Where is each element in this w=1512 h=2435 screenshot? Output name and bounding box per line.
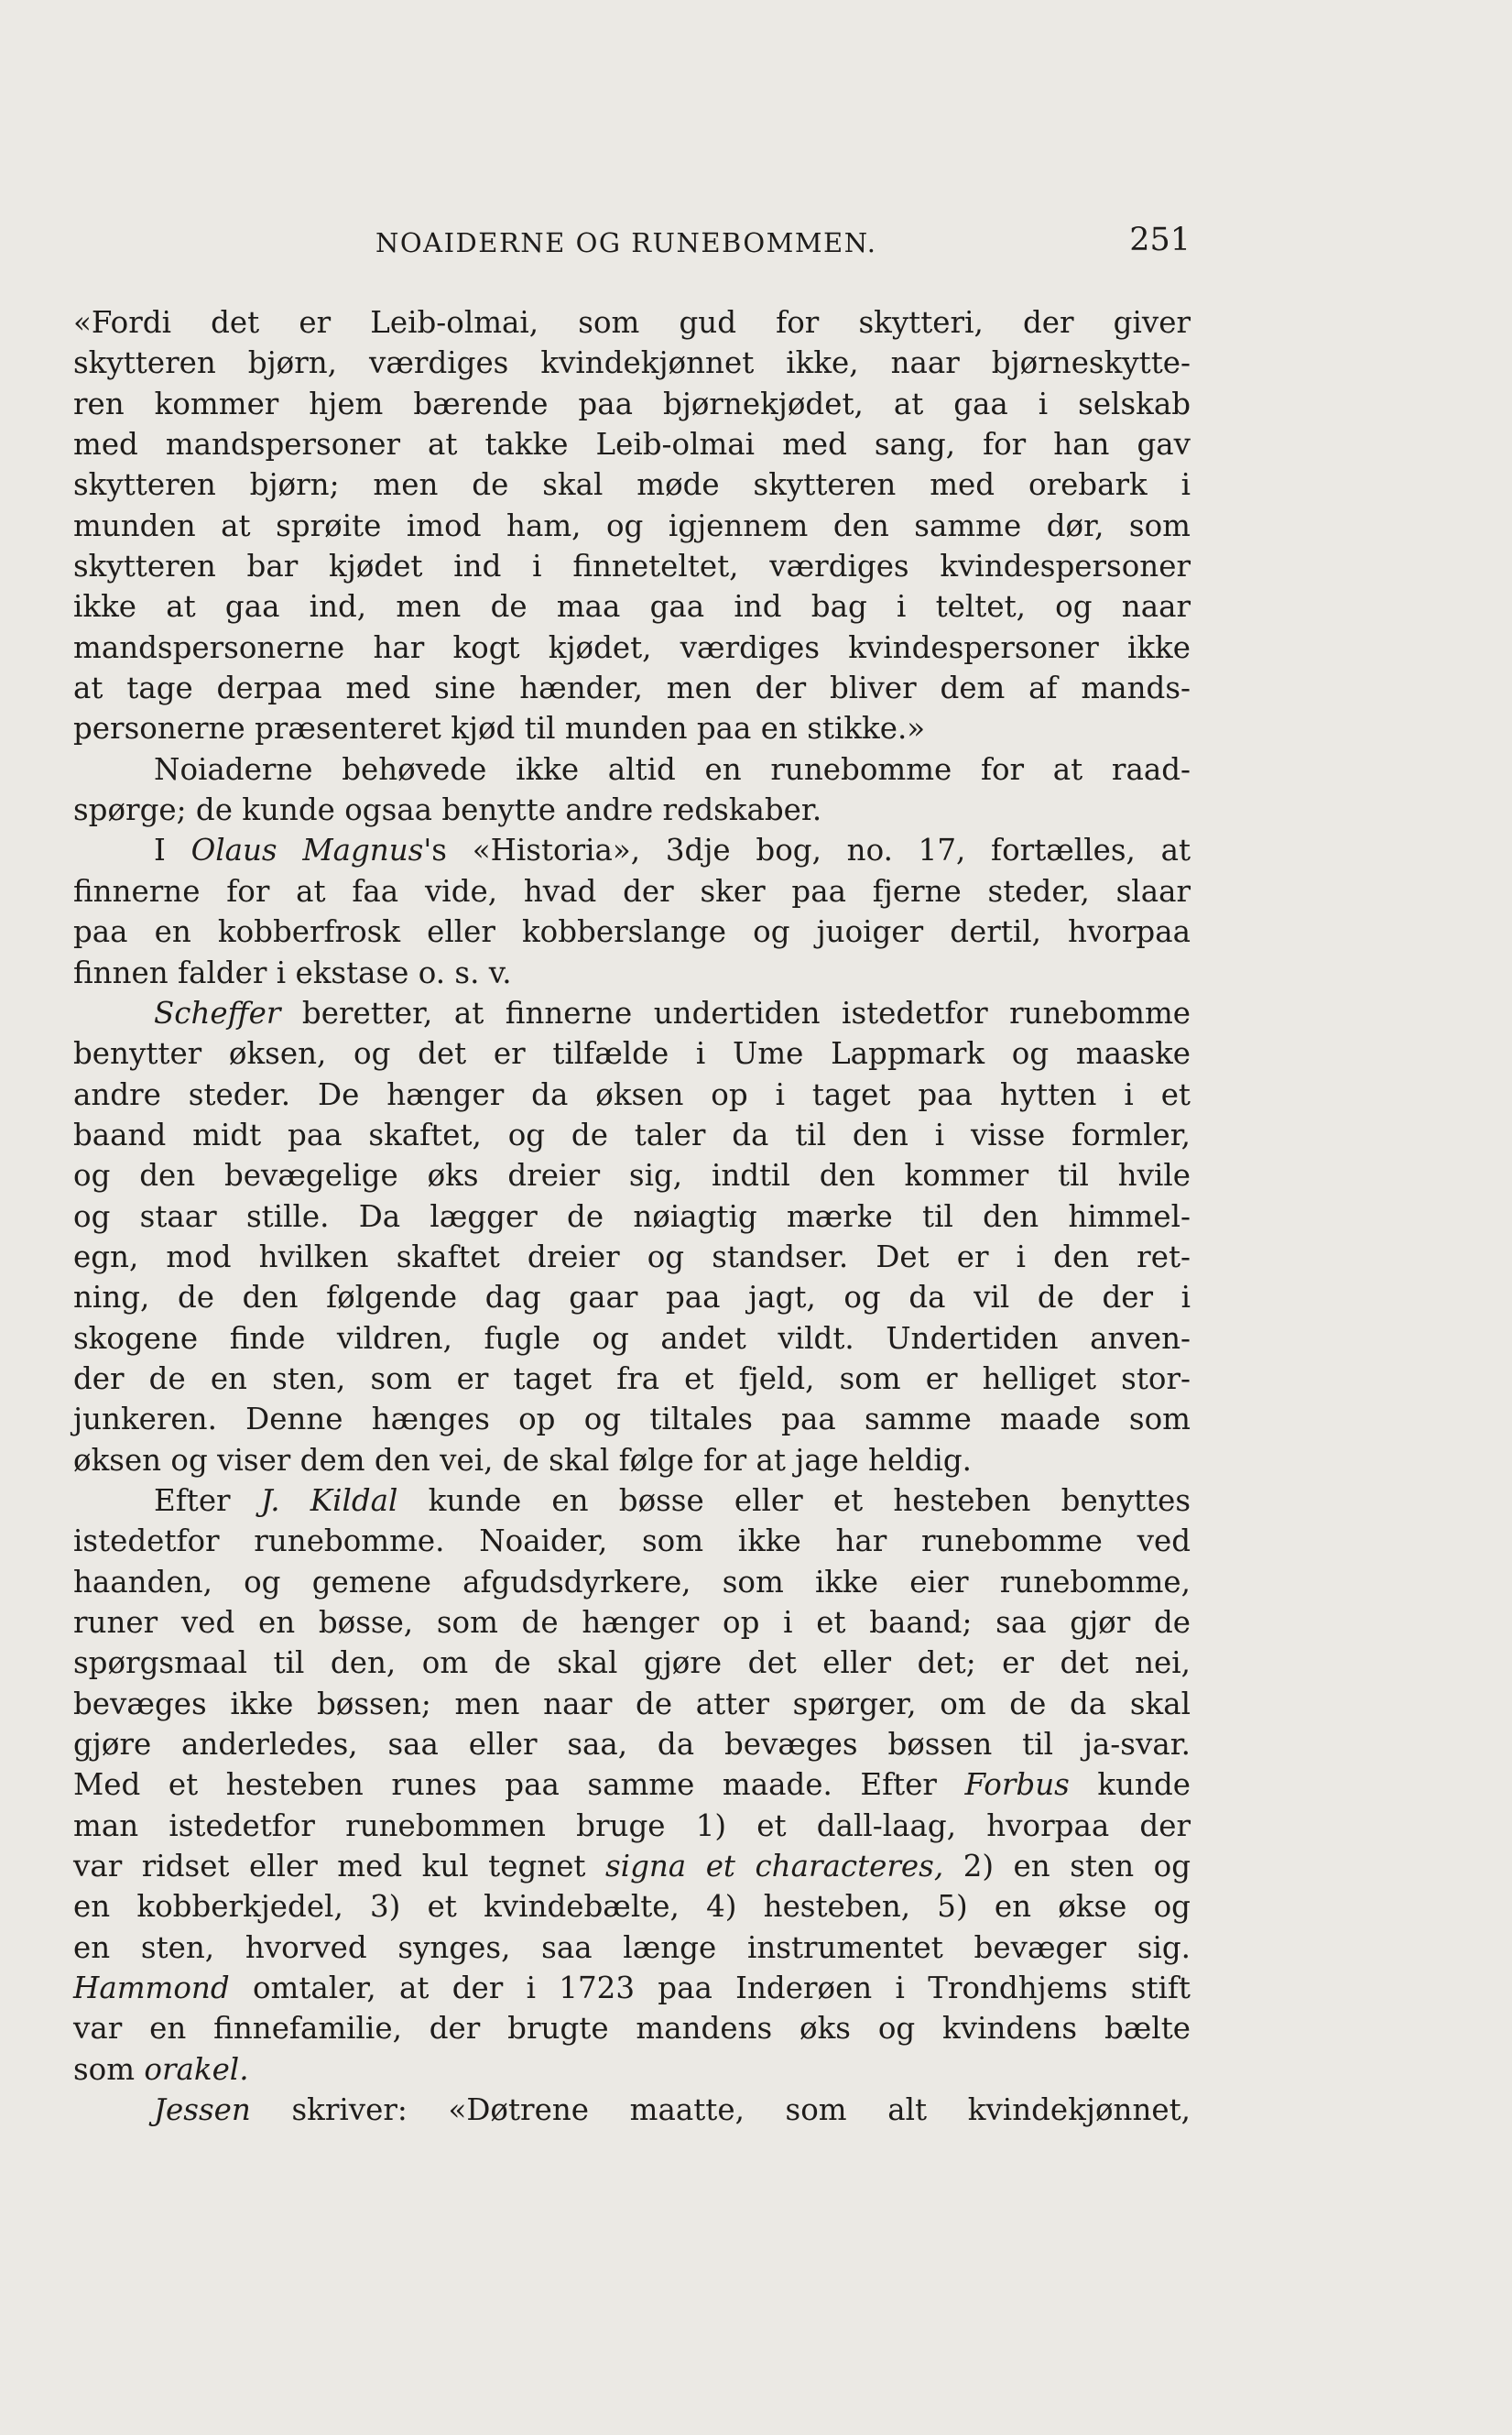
text-span: finnen falder i ekstase o. s. v. [73, 955, 512, 990]
text-span: 's «Historia», 3dje bog, no. 17, fortælles, at [423, 833, 1191, 868]
text-line [73, 1480, 1191, 1521]
text-line [73, 1196, 1191, 1237]
text-line [73, 2049, 1191, 2090]
text-line [73, 871, 1191, 912]
text-span: skriver: «Døtrene maatte, som alt kvindekjønnet, [250, 2092, 1191, 2128]
text-line [73, 953, 1191, 993]
text-span: skytteren bjørn; men de skal møde skytteren med orebark i [73, 467, 1191, 503]
text-span: gjøre anderledes, saa eller saa, da bevæges bøssen til ja-svar. [73, 1727, 1191, 1763]
italic-text: Forbus [964, 1767, 1070, 1803]
text-line [73, 1886, 1191, 1927]
text-span: 2) en sten og [943, 1849, 1191, 1884]
text-line [73, 1033, 1191, 1074]
text-span: og den bevægelige øks dreier sig, indtil den kommer til hvile [73, 1158, 1191, 1194]
text-line [73, 1359, 1191, 1399]
text-span: omtaler, at der i 1723 paa Inderøen i Trondhjems stift [229, 1971, 1191, 2006]
text-span: junkeren. Denne hænges op og tiltales paa samme maade som [73, 1402, 1191, 1437]
text-span: Efter [154, 1482, 261, 1518]
text-line [73, 1927, 1191, 1968]
text-span: at tage derpaa med sine hænder, men der bliver dem af mands- [73, 671, 1191, 706]
text-span: skytteren bjørn, værdiges kvindekjønnet ikke, naar bjørneskytte- [73, 345, 1191, 381]
text-span: øksen og viser dem den vei, de skal følge for at jage heldig. [73, 1442, 972, 1478]
text-line [73, 464, 1191, 505]
text-line [73, 708, 1191, 748]
text-span: munden at sprøite imod ham, og igjennem den samme dør, som [73, 508, 1191, 543]
italic-text: signa et characteres, [605, 1849, 944, 1884]
italic-text: Hammond [73, 1971, 230, 2006]
text-span: og staar stille. Da lægger de nøiagtig mærke til den himmel- [73, 1198, 1191, 1234]
text-line [73, 1724, 1191, 1764]
text-line [73, 302, 1191, 343]
text-line [73, 1440, 1191, 1480]
text-span: en sten, hvorved synges, saa længe instrumentet bevæger sig. [73, 1929, 1191, 1965]
text-span: istedetfor runebomme. Noaider, som ikke har runebomme ved [73, 1523, 1191, 1559]
text-span: skytteren bar kjødet ind i finneteltet, værdiges kvindespersoner [73, 549, 1191, 584]
text-line [73, 628, 1191, 668]
text-line [73, 506, 1191, 546]
italic-text: orakel. [144, 2051, 249, 2087]
text-line [73, 1521, 1191, 1561]
text-line [73, 668, 1191, 708]
text-span: benytter øksen, og det er tilfælde i Ume Lappmark og maaske [73, 1036, 1191, 1072]
text-span: personerne præsenteret kjød til munden paa en stikke.» [73, 711, 926, 747]
text-line [73, 1115, 1191, 1155]
text-span: runer ved en bøsse, som de hænger op i et baand; saa gjør de [73, 1605, 1191, 1640]
text-line [73, 343, 1191, 383]
running-title: NOAIDERNE OG RUNEBOMMEN. [375, 227, 877, 258]
text-line [73, 912, 1191, 952]
text-line [73, 1155, 1191, 1196]
text-span: som [73, 2051, 145, 2087]
text-line [73, 1643, 1191, 1683]
text-line [73, 1764, 1191, 1805]
body-text [73, 302, 1191, 2130]
text-line [73, 1846, 1191, 1886]
text-span: kunde en bøsse eller et hesteben benyttes [397, 1482, 1191, 1518]
text-line [73, 586, 1191, 627]
italic-text: Jessen [154, 2092, 251, 2128]
text-line [73, 1075, 1191, 1115]
text-span: ren kommer hjem bærende paa bjørnekjødet, at gaa i selskab [73, 386, 1191, 421]
text-span: der de en sten, som er taget fra et fjeld, som er helliget stor- [73, 1360, 1191, 1396]
text-span: bevæges ikke bøssen; men naar de atter spørger, om de da skal [73, 1686, 1191, 1721]
text-span: Noiaderne behøvede ikke altid en runebomme for at raad- [154, 751, 1191, 787]
text-span: andre steder. De hænger da øksen op i taget paa hytten i et [73, 1076, 1191, 1112]
text-line [73, 790, 1191, 830]
page-header [73, 222, 1191, 264]
text-line [73, 1237, 1191, 1277]
text-span: spørge; de kunde ogsaa benytte andre redskaber. [73, 792, 822, 828]
text-span: Med et hesteben runes paa samme maade. Efter [73, 1767, 965, 1803]
text-line [73, 384, 1191, 424]
text-span: «Fordi det er Leib-olmai, som gud for skytteri, der giver [73, 305, 1191, 340]
text-line [73, 1806, 1191, 1846]
text-span: egn, mod hvilken skaftet dreier og standser. Det er i den ret- [73, 1239, 1191, 1274]
italic-text: Scheffer [154, 995, 281, 1031]
page-number: 251 [1129, 222, 1191, 258]
text-line [73, 749, 1191, 790]
text-line [73, 1602, 1191, 1643]
text-span: beretter, at finnerne undertiden istedetfor runebomme [280, 995, 1191, 1031]
text-span: en kobberkjedel, 3) et kvindebælte, 4) hesteben, 5) en økse og [73, 1889, 1191, 1925]
text-line [73, 2090, 1191, 2130]
text-line [73, 1968, 1191, 2008]
text-span: I [154, 833, 191, 868]
text-line [73, 2008, 1191, 2048]
text-line [73, 993, 1191, 1033]
text-line [73, 1562, 1191, 1602]
italic-text: J. Kildal [260, 1482, 398, 1518]
text-line [73, 1277, 1191, 1317]
text-span: ikke at gaa ind, men de maa gaa ind bag i teltet, og naar [73, 589, 1191, 625]
text-span: med mandspersoner at takke Leib-olmai med sang, for han gav [73, 427, 1191, 463]
text-span: baand midt paa skaftet, og de taler da til den i visse formler, [73, 1117, 1191, 1152]
text-line [73, 424, 1191, 464]
text-span: finnerne for at faa vide, hvad der sker paa fjerne steder, slaar [73, 873, 1191, 909]
text-line [73, 1684, 1191, 1724]
text-span: ning, de den følgende dag gaar paa jagt, og da vil de der i [73, 1280, 1191, 1316]
italic-text: Olaus Magnus [190, 833, 424, 868]
text-span: spørgsmaal til den, om de skal gjøre det eller det; er det nei, [73, 1645, 1191, 1681]
text-span: var en finnefamilie, der brugte mandens øks og kvindens bælte [73, 2011, 1191, 2047]
text-line [73, 1399, 1191, 1439]
text-span: mandspersonerne har kogt kjødet, værdiges kvindespersoner ikke [73, 629, 1191, 665]
text-span: paa en kobberfrosk eller kobberslange og juoiger dertil, hvorpaa [73, 914, 1191, 950]
text-span: var ridset eller med kul tegnet [73, 1849, 605, 1884]
text-span: skogene finde vildren, fugle og andet vildt. Undertiden anven- [73, 1320, 1191, 1356]
text-span: kunde [1069, 1767, 1191, 1803]
text-span: haanden, og gemene afgudsdyrkere, som ikke eier runebomme, [73, 1564, 1191, 1600]
text-span: man istedetfor runebommen bruge 1) et dall-laag, hvorpaa der [73, 1807, 1191, 1843]
text-line [73, 546, 1191, 586]
text-line [73, 830, 1191, 870]
text-line [73, 1318, 1191, 1359]
